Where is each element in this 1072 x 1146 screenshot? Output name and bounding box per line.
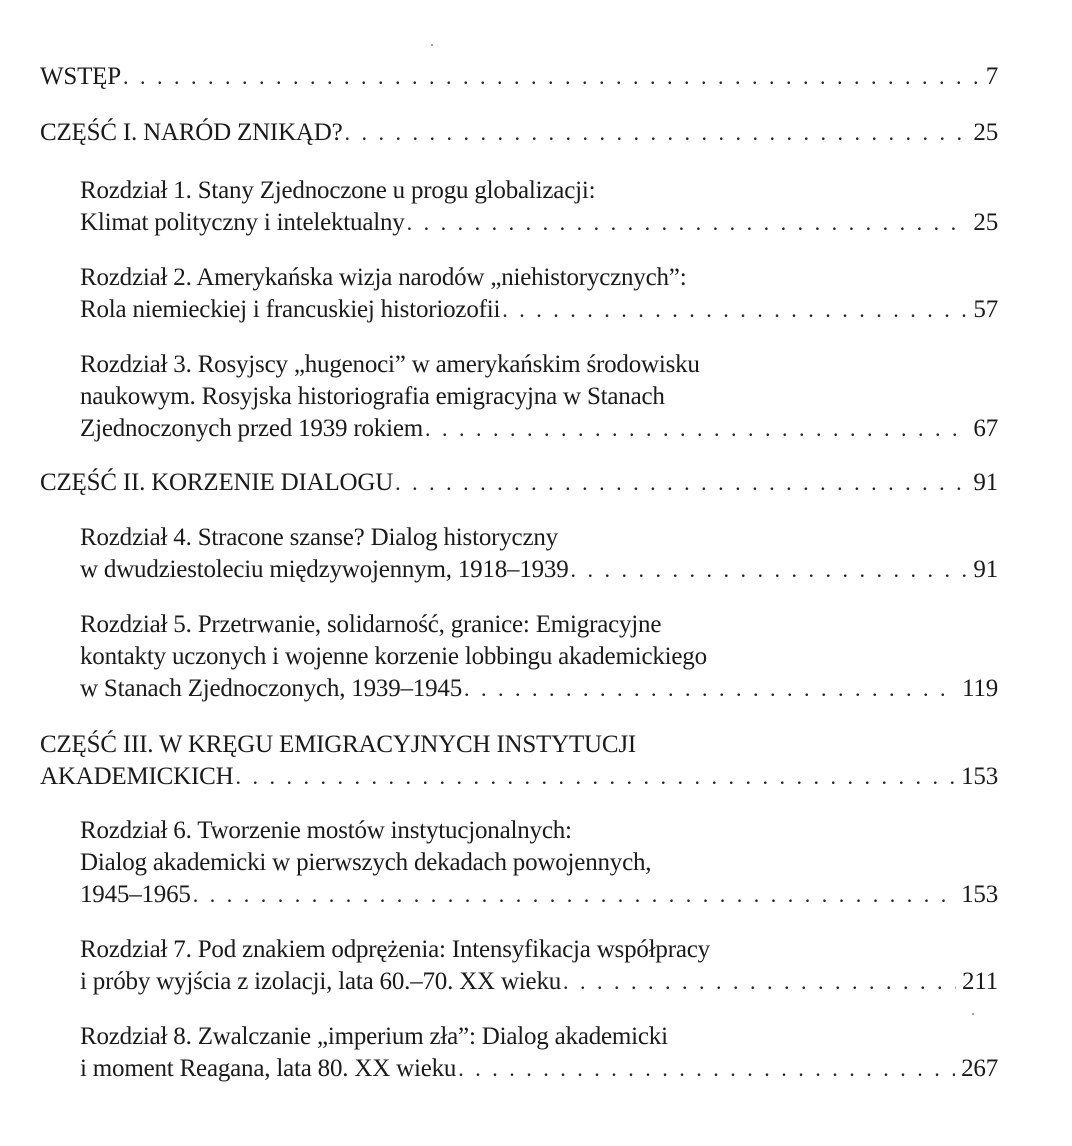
- toc-line: [40, 61, 998, 93]
- dot-leader: [193, 879, 955, 911]
- toc-page-number: 57: [973, 296, 998, 323]
- toc-entry-title-line: Rozdział 2. Amerykańska wizja narodów „niehistorycznych”:: [80, 264, 687, 291]
- toc-entry-title: CZĘŚĆ II. KORZENIE DIALOGU: [40, 469, 394, 496]
- toc-entry-title: w Stanach Zjednoczonych, 1939–1945: [80, 675, 462, 702]
- toc-entry-title-line: Rozdział 3. Rosyjscy „hugenoci” w amerykańskim środowisku: [80, 351, 700, 378]
- toc-entry-title-line: Rozdział 5. Przetrwanie, solidarność, granice: Emigracyjne: [80, 611, 662, 638]
- toc-entry-chapter-5[interactable]: [80, 609, 998, 705]
- toc-entry-title: Zjednoczonych przed 1939 rokiem: [80, 415, 423, 442]
- dot-leader: [571, 554, 968, 586]
- dot-leader: [395, 467, 967, 499]
- toc-page-number: 7: [985, 63, 998, 90]
- toc-entry-chapter-6[interactable]: [80, 815, 998, 911]
- toc-page-number: 67: [973, 415, 998, 442]
- toc-entry-title-line: Rozdział 4. Stracone szanse? Dialog historyczny: [80, 524, 558, 551]
- dot-leader: [425, 413, 967, 445]
- toc-entry-title-line: naukowym. Rosyjska historiografia emigracyjna w Stanach: [80, 383, 665, 410]
- toc-entry-title: w dwudziestoleciu międzywojennym, 1918–1939: [80, 556, 569, 583]
- toc-page-number: 91: [973, 469, 998, 496]
- toc-entry-title-line: Dialog akademicki w pierwszych dekadach powojennych,: [80, 849, 652, 876]
- toc-entry-title: Rola niemieckiej i francuskiej historiozofii: [80, 296, 501, 323]
- toc-line: [80, 294, 998, 326]
- toc-page-number: 119: [962, 675, 998, 702]
- toc-page-number: 25: [973, 119, 998, 146]
- toc-entry-introduction[interactable]: [40, 61, 998, 93]
- toc-page-number: 153: [961, 881, 998, 908]
- scan-speck: [972, 1013, 974, 1015]
- toc-entry-title-line: Rozdział 8. Zwalczanie „imperium zła”: Dialog akademicki: [80, 1023, 668, 1050]
- toc-entry-title-line: Rozdział 6. Tworzenie mostów instytucjonalnych:: [80, 817, 572, 844]
- toc-line: [40, 761, 998, 793]
- toc-entry-chapter-2[interactable]: [80, 262, 998, 326]
- toc-line: [80, 879, 998, 911]
- toc-entry-title-line: kontakty uczonych i wojenne korzenie lobbingu akademickiego: [80, 643, 707, 670]
- toc-entry-part-2[interactable]: [40, 467, 998, 499]
- toc-entry-title-line: Rozdział 1. Stany Zjednoczone u progu globalizacji:: [80, 177, 596, 204]
- toc-entry-chapter-3[interactable]: [80, 349, 998, 445]
- toc-entry-chapter-1[interactable]: [80, 175, 998, 239]
- dot-leader: [464, 673, 956, 705]
- toc-entry-title: AKADEMICKICH: [40, 763, 234, 790]
- toc-line: [40, 467, 998, 499]
- toc-page-number: 267: [961, 1055, 998, 1082]
- toc-page-number: 211: [962, 968, 998, 995]
- toc-entry-part-1[interactable]: [40, 117, 998, 149]
- toc-line: [40, 117, 998, 149]
- toc-entry-chapter-7[interactable]: [80, 934, 998, 998]
- toc-page-number: 153: [961, 763, 998, 790]
- dot-leader: [563, 966, 956, 998]
- toc-page-number: 91: [973, 556, 998, 583]
- toc-line: [80, 966, 998, 998]
- scan-speck: [431, 44, 433, 46]
- dot-leader: [235, 761, 955, 793]
- toc-line: [80, 1053, 998, 1085]
- toc-line: [80, 673, 998, 705]
- toc-entry-title-line: CZĘŚĆ III. W KRĘGU EMIGRACYJNYCH INSTYTUCJI: [40, 731, 637, 758]
- toc-entry-title: 1945–1965: [80, 881, 191, 908]
- dot-leader: [458, 1053, 955, 1085]
- toc-line: [80, 207, 998, 239]
- toc-entry-title-line: Rozdział 7. Pod znakiem odprężenia: Intensyfikacja współpracy: [80, 936, 710, 963]
- toc-entry-title: Klimat polityczny i intelektualny: [80, 209, 405, 236]
- toc-entry-title: i próby wyjścia z izolacji, lata 60.–70. XX wieku: [80, 968, 562, 995]
- dot-leader: [502, 294, 967, 326]
- dot-leader: [407, 207, 968, 239]
- toc-entry-title: CZĘŚĆ I. NARÓD ZNIKĄD?: [40, 119, 343, 146]
- dot-leader: [123, 61, 980, 93]
- toc-entry-title: WSTĘP: [40, 63, 121, 90]
- toc-entry-title: i moment Reagana, lata 80. XX wieku: [80, 1055, 457, 1082]
- toc-page-number: 25: [973, 209, 998, 236]
- toc-line: [80, 554, 998, 586]
- dot-leader: [345, 117, 968, 149]
- toc-entry-chapter-4[interactable]: [80, 522, 998, 586]
- toc-entry-chapter-8[interactable]: [80, 1021, 998, 1085]
- toc-line: [80, 413, 998, 445]
- toc-entry-part-3[interactable]: [40, 729, 998, 793]
